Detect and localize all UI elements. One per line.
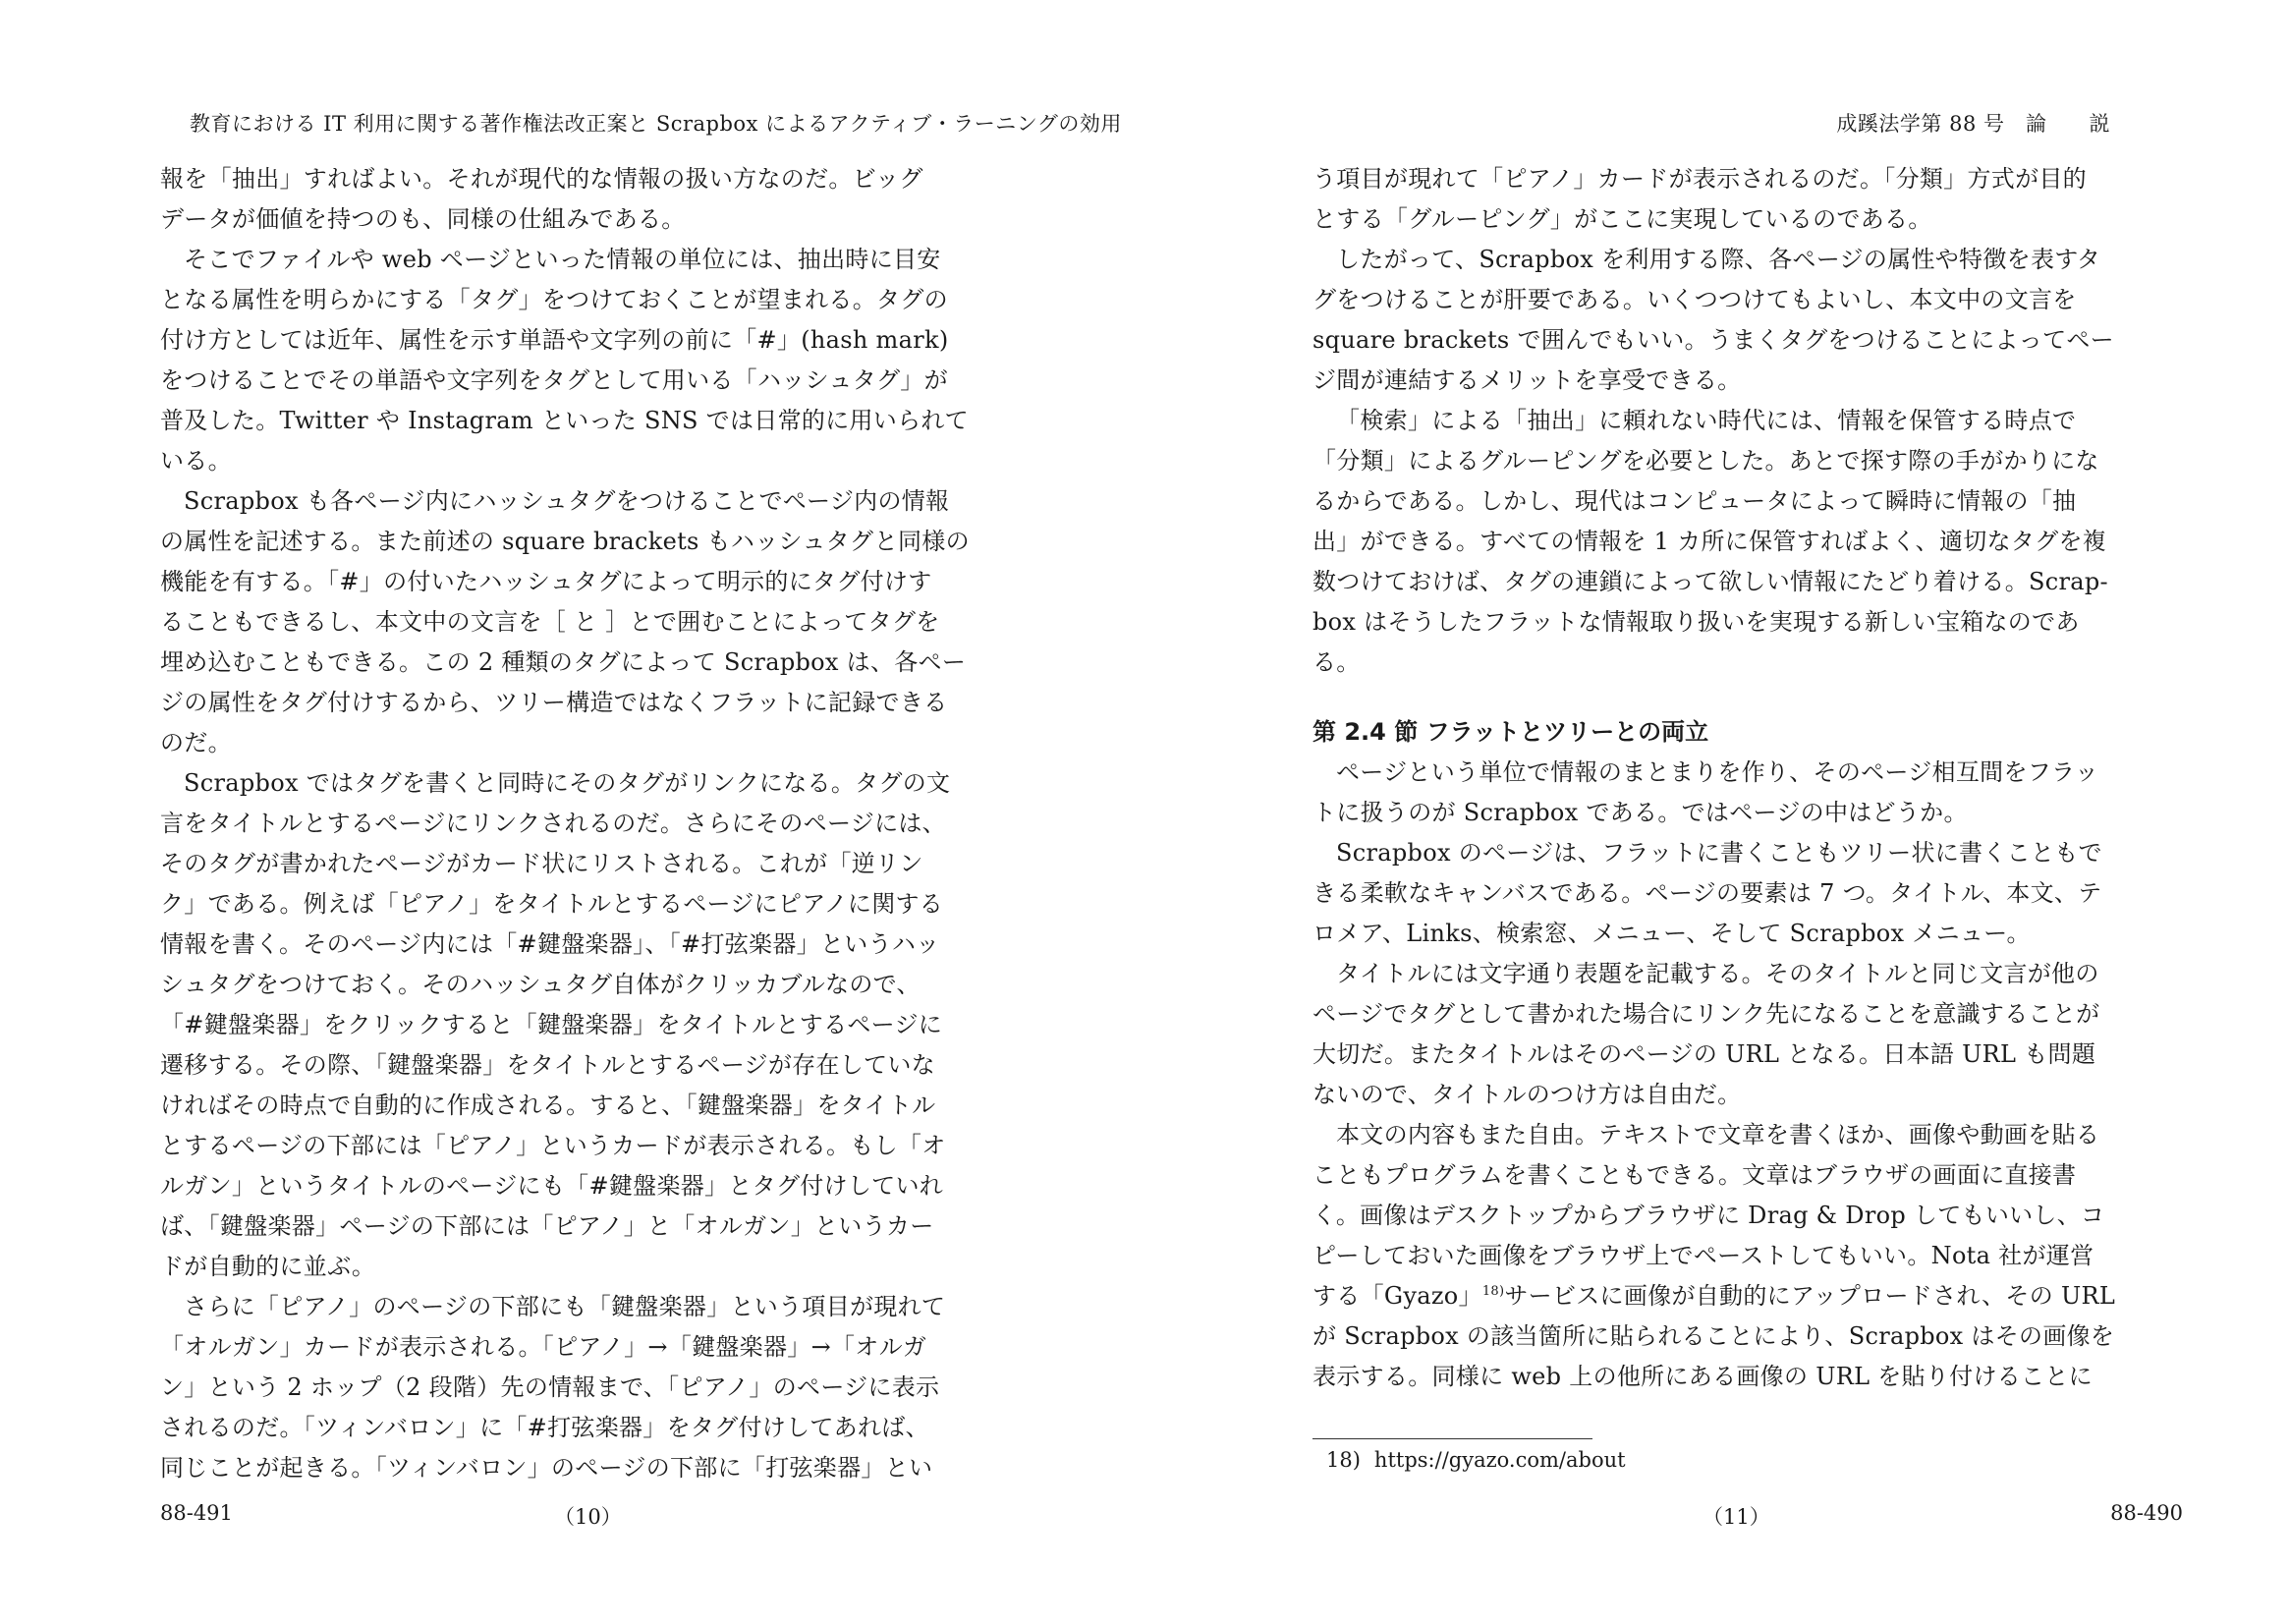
body-line: 出」ができる。すべての情報を 1 カ所に保管すればよく、適切なタグを複 (1312, 528, 2107, 555)
body-line: の属性を記述する。また前述の square brackets もハッシュタグと同様の (160, 528, 970, 555)
body-line: とするページの下部には「ピアノ」というカードが表示される。もし「オ (160, 1132, 946, 1159)
body-line: をつけることでその単語や文字列をタグとして用いる「ハッシュタグ」が (160, 366, 948, 394)
body-line: のだ。 (160, 729, 232, 756)
body-line: グをつけることが肝要である。いくつつけてもよいし、本文中の文言を (1312, 286, 2077, 313)
left-body-text (160, 159, 995, 1488)
footnote-divider (1312, 1438, 1592, 1439)
body-line: データが価値を持つのも、同様の仕組みである。 (160, 205, 686, 233)
left-folio-number: 88-491 (160, 1501, 233, 1525)
body-line: 同じことが起きる。「ツィンバロン」のページの下部に「打弦楽器」とい (160, 1454, 933, 1482)
body-line: Scrapbox ではタグを書くと同時にそのタグがリンクになる。タグの文 (184, 769, 951, 797)
body-line: いる。 (160, 447, 232, 475)
body-line: ないので、タイトルのつけ方は自由だ。 (1312, 1081, 1742, 1108)
left-page-number: （10） (554, 1505, 622, 1529)
body-line: 「#鍵盤楽器」をクリックすると「鍵盤楽器」をタイトルとするページに (160, 1011, 943, 1038)
gyazo-line-start: する「Gyazo」 (1312, 1282, 1482, 1310)
right-body-text (1312, 159, 2149, 1397)
body-line: が Scrapbox の該当箇所に貼られることにより、Scrapbox はその画像を (1312, 1322, 2115, 1350)
body-line: シュタグをつけておく。そのハッシュタグ自体がクリッカブルなので、 (160, 971, 921, 998)
body-line: 「オルガン」カードが表示される。「ピアノ」→「鍵盤楽器」→「オルガ (160, 1333, 927, 1361)
body-line: Scrapbox のページは、フラットに書くこともツリー状に書くこともで (1336, 839, 2102, 867)
right-folio-number: 88-490 (2110, 1501, 2183, 1525)
body-line: ドが自動的に並ぶ。 (160, 1253, 376, 1280)
body-line: ければその時点で自動的に作成される。すると、「鍵盤楽器」をタイトル (160, 1092, 936, 1119)
body-line: ン」という 2 ホップ（2 段階）先の情報まで、「ピアノ」のページに表示 (160, 1373, 940, 1401)
body-line: ク」である。例えば「ピアノ」をタイトルとするページにピアノに関する (160, 890, 944, 918)
body-line: 「分類」によるグルーピングを必要とした。あとで探す際の手がかりにな (1312, 447, 2099, 475)
body-line: 機能を有する。「#」の付いたハッシュタグによって明示的にタグ付けす (160, 568, 932, 595)
body-line: とする「グルーピング」がここに実現しているのである。 (1312, 205, 1932, 233)
footnote-url[interactable]: https://gyazo.com/about (1373, 1448, 1626, 1472)
body-line: square brackets で囲んでもいい。うまくタグをつけることによってペー (1312, 326, 2114, 354)
body-line: ば、「鍵盤楽器」ページの下部には「ピアノ」と「オルガン」というカー (160, 1212, 934, 1240)
body-line: ルガン」というタイトルのページにも「#鍵盤楽器」とタグ付けしていれ (160, 1172, 944, 1200)
body-line: ジ間が連結するメリットを享受できる。 (1312, 366, 1742, 394)
right-running-head: 成蹊法学第 88 号 論 説 (1836, 112, 2110, 136)
left-page (0, 0, 1144, 1624)
footnote-18 (1326, 1448, 1626, 1472)
footnote-reference[interactable]: 18) (1481, 1284, 1505, 1299)
footnote-number: 18) (1326, 1448, 1361, 1472)
left-running-head: 教育における IT 利用に関する著作権法改正案と Scrapbox によるアクティブ・ラーニングの効用 (190, 112, 1122, 136)
body-line: 表示する。同様に web 上の他所にある画像の URL を貼り付けることに (1312, 1363, 2093, 1390)
body-line: Scrapbox も各ページ内にハッシュタグをつけることでページ内の情報 (184, 487, 950, 515)
body-line: となる属性を明らかにする「タグ」をつけておくことが望まれる。タグの (160, 286, 948, 313)
body-line: る。 (1312, 648, 1361, 676)
body-line: そこでファイルや web ページといった情報の単位には、抽出時に目安 (184, 246, 941, 273)
body-line: 付け方としては近年、属性を示す単語や文字列の前に「#」(hash mark) (160, 326, 949, 354)
body-line: 遷移する。その際、「鍵盤楽器」をタイトルとするページが存在していな (160, 1051, 935, 1079)
body-line-with-footnote-ref (1312, 1276, 2149, 1316)
body-line: 本文の内容もまた自由。テキストで文章を書くほか、画像や動画を貼る (1336, 1121, 2100, 1148)
body-line: box はそうしたフラットな情報取り扱いを実現する新しい宝箱なのであ (1312, 608, 2080, 636)
body-line: 普及した。Twitter や Instagram といった SNS では日常的に用いられて (160, 407, 969, 434)
body-line: きる柔軟なキャンバスである。ページの要素は 7 つ。タイトル、本文、テ (1312, 879, 2102, 907)
body-line: 情報を書く。そのページ内には「#鍵盤楽器」、「#打弦楽器」というハッ (160, 930, 940, 958)
body-line: ページでタグとして書かれた場合にリンク先になることを意識することが (1312, 1000, 2100, 1028)
body-line: さらに「ピアノ」のページの下部にも「鍵盤楽器」という項目が現れて (184, 1293, 946, 1320)
body-line: ピーしておいた画像をブラウザ上でペーストしてもいい。Nota 社が運営 (1312, 1242, 2094, 1269)
body-line: ジの属性をタグ付けするから、ツリー構造ではなくフラットに記録できる (160, 689, 948, 716)
body-line: タイトルには文字通り表題を記載する。そのタイトルと同じ文言が他の (1336, 960, 2099, 987)
body-line: く。画像はデスクトップからブラウザに Drag & Drop してもいいし、コ (1312, 1202, 2105, 1229)
body-line: トに扱うのが Scrapbox である。ではページの中はどうか。 (1312, 799, 1968, 826)
body-line: ることもできるし、本文中の文言を［ と ］とで囲むことによってタグを (160, 608, 940, 636)
right-page-number: （11） (1703, 1505, 1770, 1529)
right-page (1144, 0, 2289, 1624)
body-line: 埋め込むこともできる。この 2 種類のタグによって Scrapbox は、各ペー (160, 648, 967, 676)
body-line: されるのだ。「ツィンバロン」に「#打弦楽器」をタグ付けしてあれば、 (160, 1414, 929, 1441)
gyazo-line-end: サービスに画像が自動的にアップロードされ、その URL (1504, 1282, 2116, 1310)
body-line: ロメア、Links、検索窓、メニュー、そして Scrapbox メニュー。 (1312, 920, 2031, 947)
body-line: 言をタイトルとするページにリンクされるのだ。さらにそのページには、 (160, 810, 946, 837)
body-line: るからである。しかし、現代はコンピュータによって瞬時に情報の「抽 (1312, 487, 2077, 515)
body-line: 大切だ。またタイトルはそのページの URL となる。日本語 URL も問題 (1312, 1040, 2096, 1068)
body-line: う項目が現れて「ピアノ」カードが表示されるのだ。「分類」方式が目的 (1312, 165, 2087, 193)
body-line: こともプログラムを書くこともできる。文章はブラウザの画面に直接書 (1312, 1161, 2077, 1189)
body-line: ページという単位で情報のまとまりを作り、そのページ相互間をフラッ (1336, 758, 2099, 786)
body-line: 「検索」による「抽出」に頼れない時代には、情報を保管する時点で (1336, 407, 2077, 434)
body-line: 報を「抽出」すればよい。それが現代的な情報の扱い方なのだ。ビッグ (160, 165, 923, 193)
body-line: 数つけておけば、タグの連鎖によって欲しい情報にたどり着ける。Scrap- (1312, 568, 2108, 595)
body-line: そのタグが書かれたページがカード状にリストされる。これが「逆リン (160, 850, 923, 877)
body-line: したがって、Scrapbox を利用する際、各ページの属性や特徴を表すタ (1336, 246, 2101, 273)
section-heading: 第 2.4 節 フラットとツリーとの両立 (1312, 718, 1709, 746)
